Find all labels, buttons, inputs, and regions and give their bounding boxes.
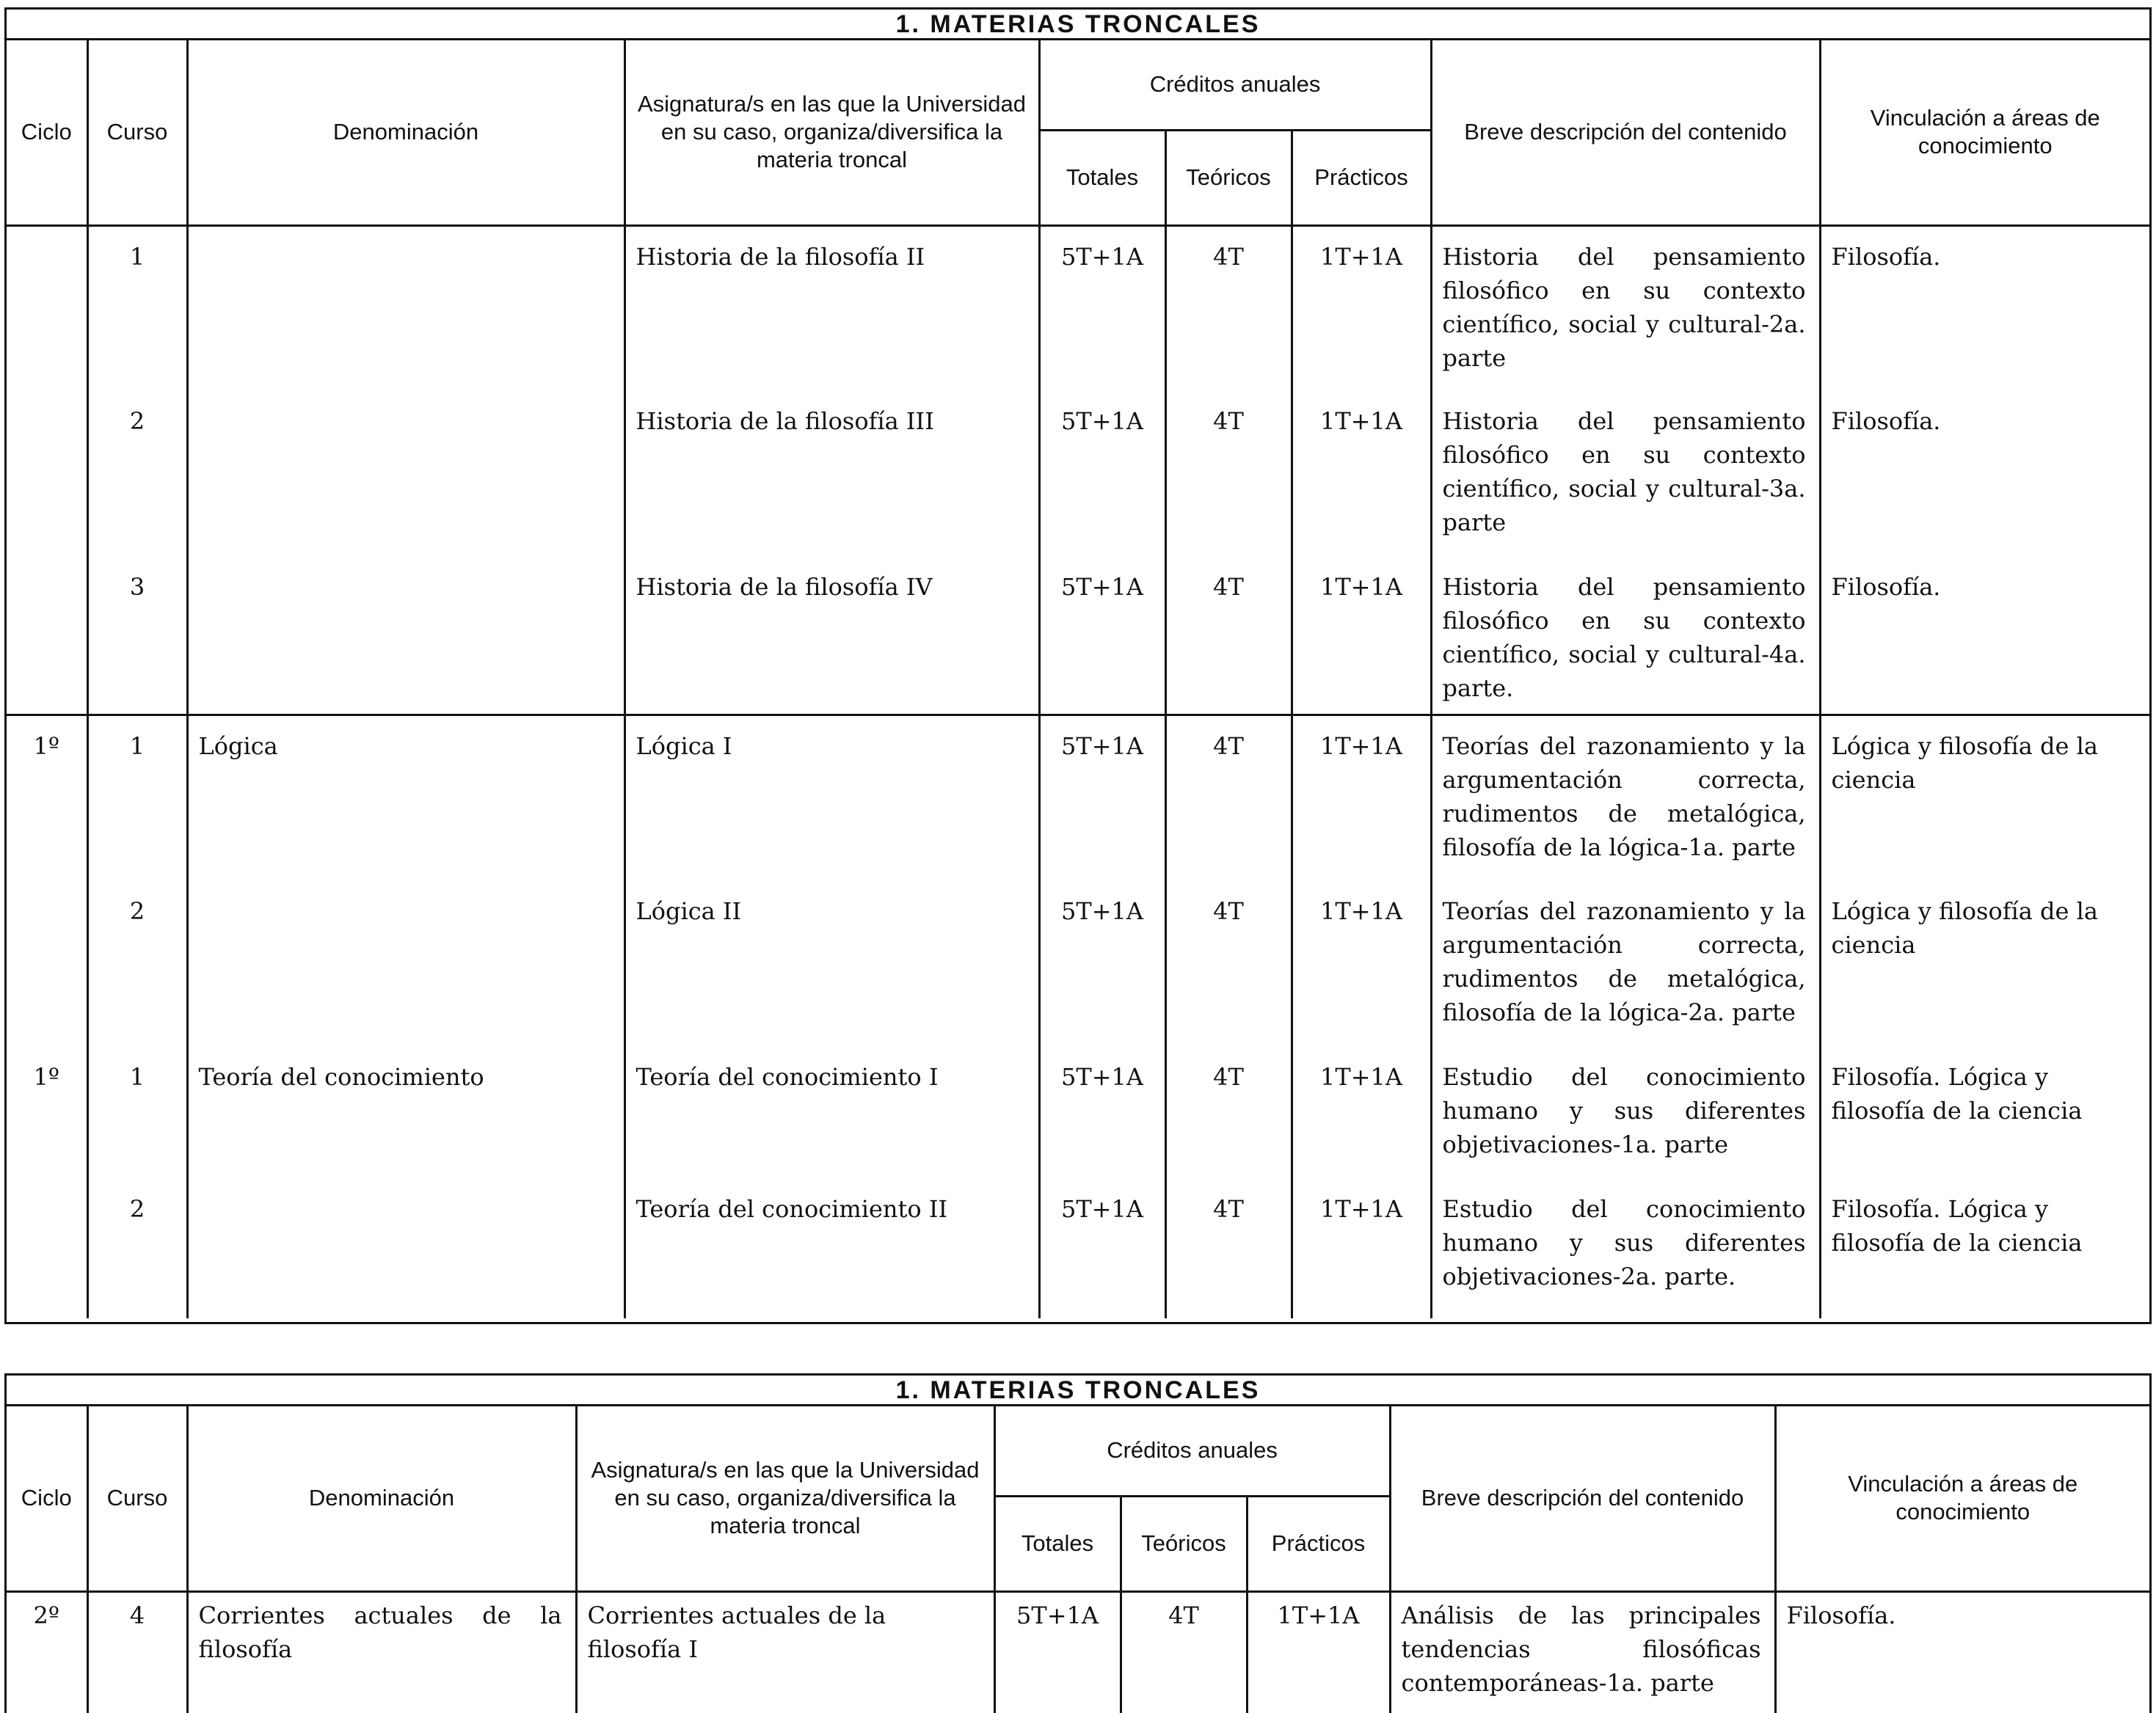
section-title: 1. MATERIAS TRONCALES <box>7 1376 2149 1406</box>
table-row <box>7 557 2149 715</box>
cell-descripcion: Estudio del conocimiento humano y sus diferentes objetivaciones-1a. parte <box>1431 1047 1820 1179</box>
cell-practicos: 1T+1A <box>1292 557 1431 715</box>
cell-practicos: 1T+1A <box>1292 1179 1431 1318</box>
cell-ciclo: 2º <box>7 1591 87 1713</box>
cell-teoricos: 4T <box>1165 1179 1292 1318</box>
header-ciclo: Ciclo <box>7 40 87 225</box>
cell-vinculacion: Filosofía. Lógica y filosofía de la ciencia <box>1820 1179 2149 1318</box>
cell-teoricos: 4T <box>1165 557 1292 715</box>
cell-vinculacion: Filosofía. <box>1820 225 2149 391</box>
materias-troncales-table-1 <box>4 7 2152 1324</box>
cell-asignatura: Lógica I <box>624 715 1039 881</box>
header-totales: Totales <box>1039 130 1165 225</box>
cell-denominacion <box>187 391 624 557</box>
cell-teoricos: 4T <box>1165 1047 1292 1179</box>
table-row <box>7 881 2149 1047</box>
cell-descripcion: Estudio del conocimiento humano y sus diferentes objetivaciones-2a. parte. <box>1431 1179 1820 1318</box>
cell-teoricos: 4T <box>1121 1591 1247 1713</box>
cell-denominacion: Lógica <box>187 715 624 881</box>
header-creditos-anuales: Créditos anuales <box>994 1406 1390 1496</box>
header-vinculacion: Vinculación a áreas de conocimiento <box>1775 1406 2149 1591</box>
cell-totales: 5T+1A <box>1039 225 1165 391</box>
cell-curso: 4 <box>87 1591 187 1713</box>
cell-teoricos: 4T <box>1165 391 1292 557</box>
cell-vinculacion: Lógica y filosofía de la ciencia <box>1820 881 2149 1047</box>
cell-curso: 2 <box>87 881 187 1047</box>
header-asignatura: Asignatura/s en las que la Universidad en su caso, organiza/diversifica la materia troncal <box>624 40 1039 225</box>
cell-denominacion: Corrientes actuales de la filosofía <box>187 1591 576 1713</box>
header-curso: Curso <box>87 1406 187 1591</box>
cell-asignatura: Corrientes actuales de la filosofía I <box>576 1591 994 1713</box>
cell-practicos: 1T+1A <box>1292 225 1431 391</box>
cell-descripcion: Teorías del razonamiento y la argumentación correcta, rudimentos de metalógica, filosofía de la lógica-2a. parte <box>1431 881 1820 1047</box>
cell-vinculacion: Filosofía. Lógica y filosofía de la ciencia <box>1820 1047 2149 1179</box>
cell-asignatura: Teoría del conocimiento I <box>624 1047 1039 1179</box>
table-row <box>7 1591 2149 1713</box>
cell-ciclo: 1º <box>7 1047 87 1179</box>
cell-totales: 5T+1A <box>1039 715 1165 881</box>
cell-descripcion: Análisis de las principales tendencias filosóficas contemporáneas-1a. parte <box>1390 1591 1775 1713</box>
cell-ciclo <box>7 557 87 715</box>
cell-descripcion: Historia del pensamiento filosófico en su contexto científico, social y cultural-4a. parte. <box>1431 557 1820 715</box>
cell-practicos: 1T+1A <box>1292 715 1431 881</box>
cell-totales: 5T+1A <box>1039 1047 1165 1179</box>
cell-ciclo <box>7 1179 87 1318</box>
cell-ciclo <box>7 225 87 391</box>
cell-totales: 5T+1A <box>1039 557 1165 715</box>
table-row <box>7 715 2149 881</box>
cell-teoricos: 4T <box>1165 225 1292 391</box>
cell-vinculacion: Filosofía. <box>1820 557 2149 715</box>
table-row <box>7 225 2149 391</box>
cell-asignatura: Teoría del conocimiento II <box>624 1179 1039 1318</box>
cell-ciclo <box>7 391 87 557</box>
cell-vinculacion: Filosofía. <box>1775 1591 2149 1713</box>
table-row <box>7 391 2149 557</box>
cell-practicos: 1T+1A <box>1247 1591 1390 1713</box>
cell-totales: 5T+1A <box>1039 881 1165 1047</box>
cell-totales: 5T+1A <box>1039 391 1165 557</box>
header-totales: Totales <box>994 1496 1121 1591</box>
cell-teoricos: 4T <box>1165 715 1292 881</box>
cell-denominacion: Teoría del conocimiento <box>187 1047 624 1179</box>
header-denominacion: Denominación <box>187 40 624 225</box>
header-descripcion: Breve descripción del contenido <box>1390 1406 1775 1591</box>
cell-practicos: 1T+1A <box>1292 881 1431 1047</box>
cell-totales: 5T+1A <box>994 1591 1121 1713</box>
header-ciclo: Ciclo <box>7 1406 87 1591</box>
cell-curso: 2 <box>87 391 187 557</box>
header-teoricos: Teóricos <box>1121 1496 1247 1591</box>
header-practicos: Prácticos <box>1247 1496 1390 1591</box>
materias-troncales-table-2 <box>4 1373 2152 1713</box>
cell-practicos: 1T+1A <box>1292 391 1431 557</box>
subjects-table <box>7 40 2149 1318</box>
cell-asignatura: Historia de la filosofía IV <box>624 557 1039 715</box>
header-practicos: Prácticos <box>1292 130 1431 225</box>
cell-curso: 2 <box>87 1179 187 1318</box>
cell-denominacion <box>187 1179 624 1318</box>
cell-curso: 1 <box>87 1047 187 1179</box>
table-row <box>7 1047 2149 1179</box>
cell-asignatura: Historia de la filosofía II <box>624 225 1039 391</box>
cell-practicos: 1T+1A <box>1292 1047 1431 1179</box>
header-creditos-anuales: Créditos anuales <box>1039 40 1431 130</box>
cell-asignatura: Lógica II <box>624 881 1039 1047</box>
cell-descripcion: Historia del pensamiento filosófico en su contexto científico, social y cultural-2a. parte <box>1431 225 1820 391</box>
subjects-table <box>7 1406 2149 1713</box>
cell-descripcion: Historia del pensamiento filosófico en su contexto científico, social y cultural-3a. parte <box>1431 391 1820 557</box>
header-curso: Curso <box>87 40 187 225</box>
header-asignatura: Asignatura/s en las que la Universidad en su caso, organiza/diversifica la materia troncal <box>576 1406 994 1591</box>
table-row <box>7 1179 2149 1318</box>
cell-denominacion <box>187 557 624 715</box>
header-teoricos: Teóricos <box>1165 130 1292 225</box>
cell-asignatura: Historia de la filosofía III <box>624 391 1039 557</box>
header-descripcion: Breve descripción del contenido <box>1431 40 1820 225</box>
header-denominacion: Denominación <box>187 1406 576 1591</box>
header-vinculacion: Vinculación a áreas de conocimiento <box>1820 40 2149 225</box>
cell-vinculacion: Filosofía. <box>1820 391 2149 557</box>
cell-ciclo: 1º <box>7 715 87 881</box>
cell-teoricos: 4T <box>1165 881 1292 1047</box>
cell-descripcion: Teorías del razonamiento y la argumentación correcta, rudimentos de metalógica, filosofía de la lógica-1a. parte <box>1431 715 1820 881</box>
cell-denominacion <box>187 881 624 1047</box>
cell-curso: 1 <box>87 225 187 391</box>
cell-curso: 3 <box>87 557 187 715</box>
cell-denominacion <box>187 225 624 391</box>
section-title: 1. MATERIAS TRONCALES <box>7 10 2149 40</box>
cell-vinculacion: Lógica y filosofía de la ciencia <box>1820 715 2149 881</box>
cell-ciclo <box>7 881 87 1047</box>
cell-curso: 1 <box>87 715 187 881</box>
cell-totales: 5T+1A <box>1039 1179 1165 1318</box>
